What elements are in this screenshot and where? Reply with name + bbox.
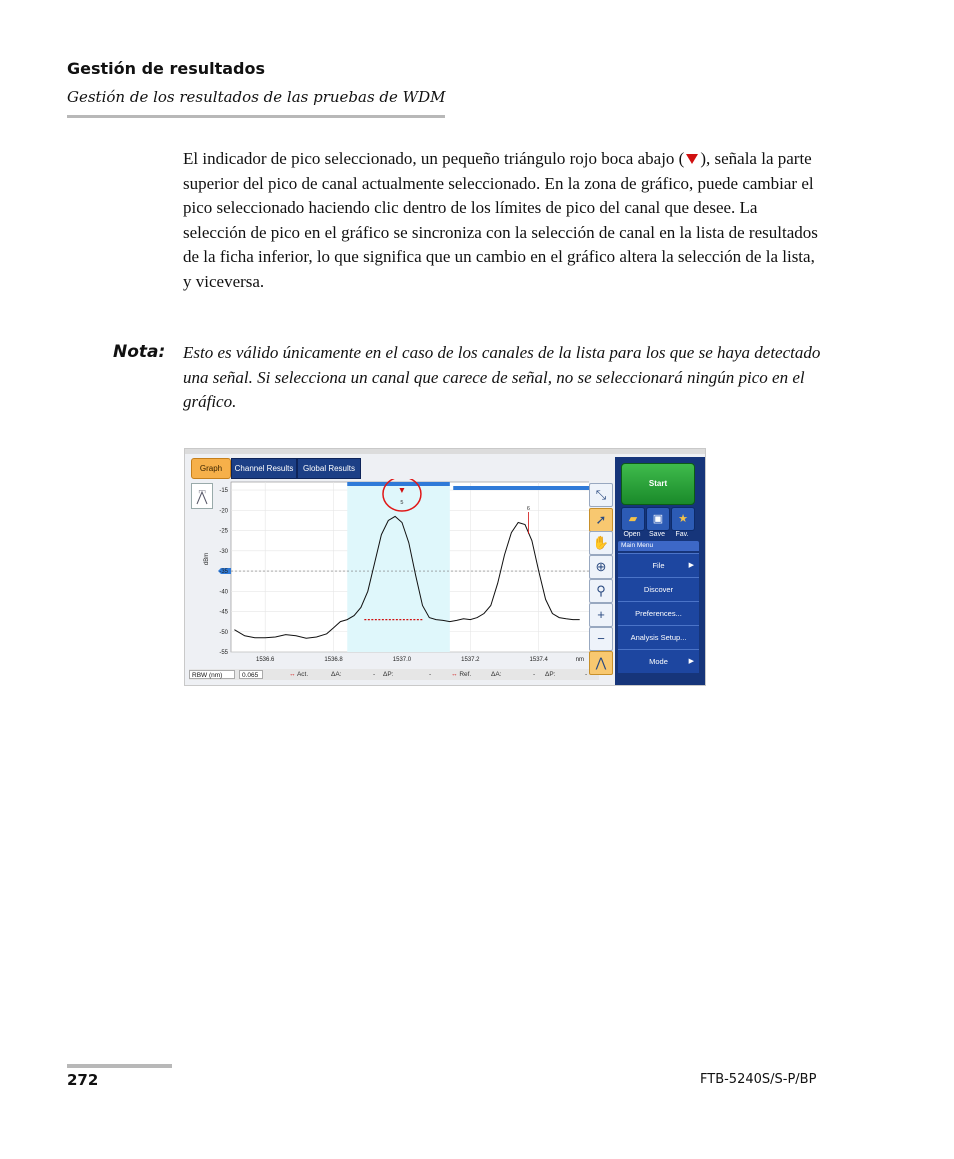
x-axis-ticks: [256, 657, 549, 663]
y-axis-ticks: [219, 488, 228, 656]
tab-global-results[interactable]: Global Results: [297, 458, 361, 479]
delta-p-label: ΔP:: [383, 671, 394, 678]
act-marker-group: [289, 670, 308, 679]
main-side-panel: [615, 457, 705, 685]
arrow-icon: ↔: [289, 671, 296, 678]
delta-p2-value: -: [585, 671, 588, 678]
delta-p2-label: ΔP:: [545, 671, 556, 678]
chevron-right-icon: ▶: [688, 562, 694, 569]
auto-scale-button[interactable]: [589, 483, 613, 507]
delta-a2-value: -: [533, 671, 536, 678]
pointer-icon: ➚: [595, 512, 607, 527]
body-paragraph: [183, 147, 823, 295]
peak-tool-button[interactable]: [589, 651, 613, 675]
folder-icon: ▰: [628, 513, 638, 525]
y-tick-label: -55: [219, 650, 228, 656]
note-text: Esto es válido únicamente en el caso de los canales de la lista para los que se haya detectado una señal. Si selecciona un canal que carece de señal, no se seleccionará ningún pico en el gráfico.: [183, 343, 821, 412]
x-tick-label: 1537.0: [392, 657, 412, 663]
y-tick-label: -35: [219, 569, 228, 576]
chevron-right-icon: ▶: [688, 658, 694, 665]
peak-label: 6: [526, 506, 530, 512]
zoom-out-button[interactable]: [589, 627, 613, 651]
peak-label: 5: [400, 500, 404, 506]
favorites-label: Fav.: [675, 531, 689, 538]
menu-item-analysis-setup[interactable]: [618, 625, 699, 649]
menu-item-label: Analysis Setup...: [630, 633, 687, 642]
rbw-label: RBW (nm): [189, 670, 235, 679]
page-number: 272: [67, 1071, 99, 1089]
menu-item-label: Discover: [643, 585, 674, 594]
y-tick-label: -45: [219, 609, 228, 616]
pointer-tool-button[interactable]: [589, 508, 613, 532]
y-axis-label: dBm: [204, 552, 210, 566]
selected-channel-bar[interactable]: [347, 482, 450, 486]
pan-tool-button[interactable]: [589, 531, 613, 555]
peak-icon: ⋀: [595, 655, 607, 670]
act-label[interactable]: Act.: [296, 671, 309, 678]
auto-scale-icon: ⤡: [595, 487, 607, 502]
selected-channel-band: [347, 482, 450, 652]
x-tick-label: 1536.6: [256, 657, 275, 663]
y-tick-label: -40: [219, 589, 228, 596]
zoom-button[interactable]: [589, 579, 613, 603]
x-tick-label: 1537.2: [461, 657, 480, 663]
delta-a2-label: ΔA:: [491, 671, 502, 678]
tab-channel-results[interactable]: Channel Results: [231, 458, 297, 479]
favorites-button[interactable]: [671, 507, 695, 531]
marker-status-bar: [189, 669, 599, 680]
y-tick-label: -30: [219, 548, 228, 555]
y-tick-label: -20: [219, 508, 228, 515]
section-title: Gestión de resultados: [67, 59, 266, 78]
menu-item-label: Mode: [649, 657, 668, 666]
spectrum-chart[interactable]: [185, 479, 589, 671]
menu-item-preferences[interactable]: [618, 601, 699, 625]
menu-item-mode[interactable]: [618, 649, 699, 673]
zoom-area-icon: ⊕: [595, 559, 607, 574]
save-button[interactable]: [646, 507, 670, 531]
open-label: Open: [623, 531, 641, 538]
save-label: Save: [649, 531, 665, 538]
ref-marker-group: [451, 670, 471, 679]
star-icon: ★: [678, 513, 688, 525]
open-button[interactable]: [621, 507, 645, 531]
magnifier-icon: ⚲: [596, 583, 606, 598]
arrow-icon: ↔: [451, 671, 458, 678]
menu-item-discover[interactable]: [618, 577, 699, 601]
y-tick-label: -25: [219, 528, 228, 535]
zoom-area-button[interactable]: [589, 555, 613, 579]
x-tick-label: 1536.8: [324, 657, 343, 663]
application-screenshot: [184, 448, 706, 686]
zoom-out-icon: −: [597, 631, 605, 646]
disk-icon: ▣: [652, 513, 664, 525]
rbw-value: 0.065: [239, 670, 263, 679]
window-top-strip: [185, 449, 705, 454]
channel-bar[interactable]: [453, 486, 589, 490]
delta-p-value: -: [429, 671, 432, 678]
para-text-before-icon: El indicador de pico seleccionado, un pequeño triángulo rojo boca abajo (: [183, 149, 685, 168]
y-tick-label: -15: [219, 488, 228, 495]
svg-text:┌─┐: ┌─┐: [197, 488, 207, 494]
hand-icon: ✋: [592, 535, 610, 550]
note-label: Nota:: [113, 342, 166, 362]
y-tick-label: -50: [219, 629, 228, 636]
section-subtitle: Gestión de los resultados de las pruebas de WDM: [67, 88, 446, 106]
menu-item-file[interactable]: [618, 553, 699, 577]
menu-item-label: Preferences...: [635, 609, 682, 618]
x-tick-label: 1537.4: [529, 657, 548, 663]
main-menu-title: Main Menu: [618, 541, 699, 551]
para-text-after-icon: ), señala la parte superior del pico de canal actualmente seleccionado. En la zona de gráfico, puede cambiar el pico seleccionado haciendo clic dentro de los límites de pico del canal que desee. La selección de pico en el gráfico se sincroniza con la selección de canal en la lista de resultados de la ficha inferior, lo que significa que un cambio en el gráfico altera la selección de la lista, y viceversa.: [183, 149, 818, 291]
header-rule: [67, 115, 445, 118]
x-axis-unit: nm: [575, 657, 584, 663]
tab-graph[interactable]: Graph: [191, 458, 231, 479]
footer-rule: [67, 1064, 172, 1068]
zoom-in-icon: +: [597, 607, 605, 622]
ref-label[interactable]: Ref.: [459, 671, 472, 678]
zoom-in-button[interactable]: [589, 603, 613, 627]
peak-indicator-icon: [686, 154, 698, 164]
start-button[interactable]: Start: [621, 463, 695, 505]
delta-a-label: ΔA:: [331, 671, 342, 678]
delta-a-value: -: [373, 671, 376, 678]
product-name: FTB-5240S/S-P/BP: [700, 1072, 817, 1087]
menu-item-label: File: [652, 561, 665, 570]
